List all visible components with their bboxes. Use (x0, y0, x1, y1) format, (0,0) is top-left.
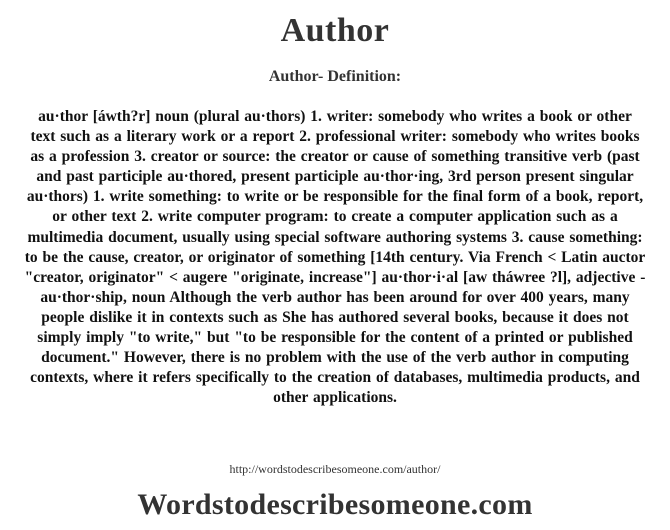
site-brand: Wordstodescribesomeone.com (137, 488, 533, 521)
page-title: Author (280, 12, 390, 49)
definition-heading: Author- Definition: (268, 68, 402, 85)
definition-text: au·thor [áwth?r] noun (plural au·thors) 1. writer: somebody who writes a book or other text such as a literary work or a report 2. professional writer: somebody who writes books as a profession 3. creator or source: the creator or cause of something transitive verb (past and past participle au·thored, present participle au·thor·ing, 3rd person present singular au·thors) 1. write something: to write or be responsible for the final form of a book, report, or other text 2. write computer program: to create a computer application such as a multimedia document, usually using special software authoring systems 3. cause something: to be the cause, creator, or originator of something [14th century. Via French < Latin auctor "creator, originator" < augere "originate, increase"] au·thor·i·al [aw tháwree ?l], adjective -au·thor·ship, noun Although the verb author has been around for over 400 years, many people dislike it in contexts such as She has authored several books, because it does not simply imply "to write," but "to be responsible for the content of a printed or published document." However, there is no problem with the use of the verb author in computing contexts, where it refers specifically to the creation of databases, multimedia products, and other applications. (24, 108, 646, 407)
source-url: http://wordstodescribesomeone.com/author/ (229, 462, 441, 476)
